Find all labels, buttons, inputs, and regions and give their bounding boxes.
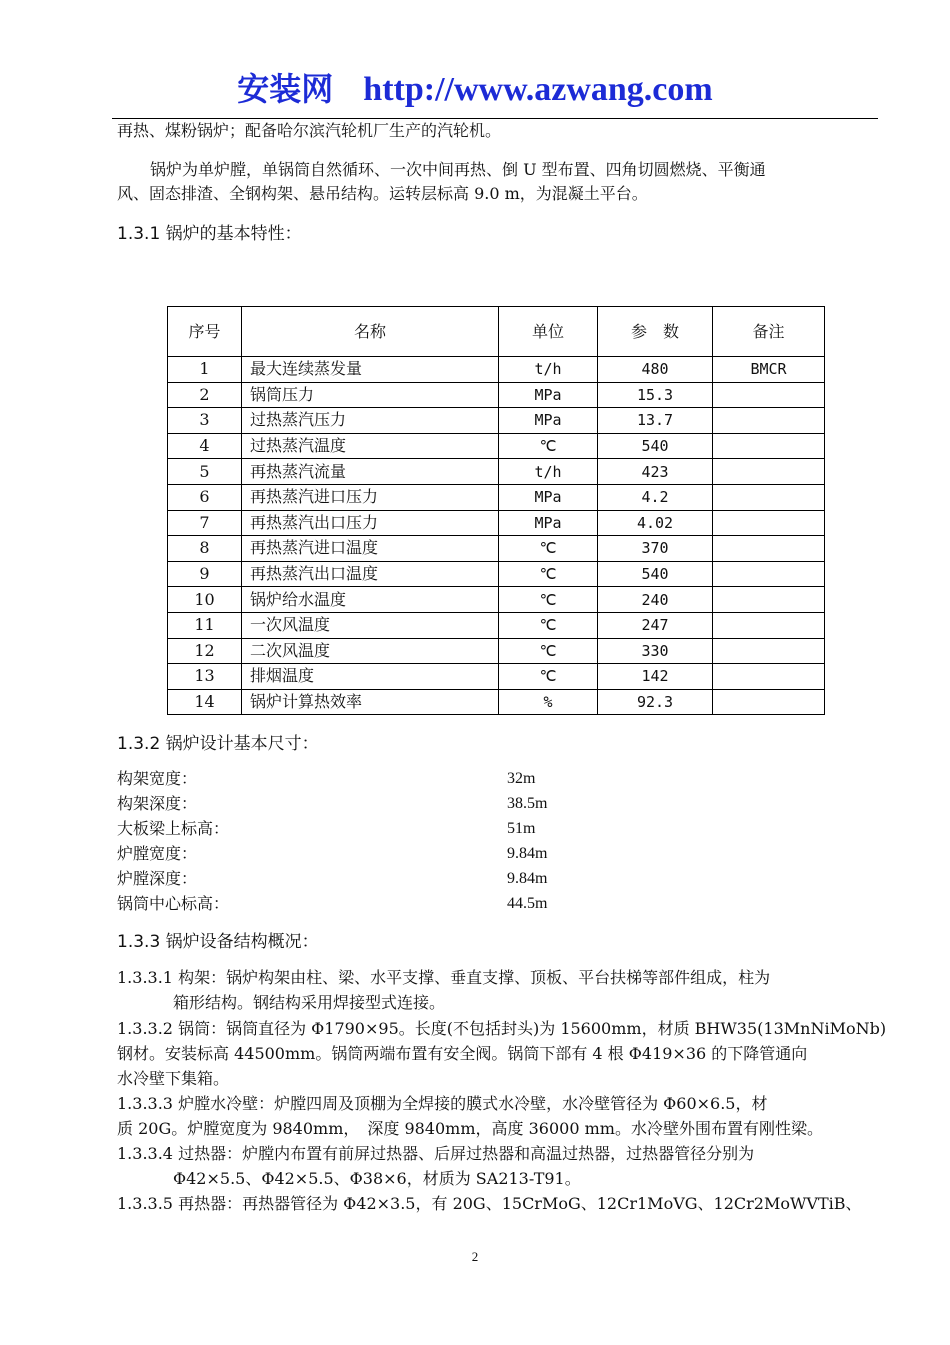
dimension-value: 32m xyxy=(507,770,536,787)
cell-value: 142 xyxy=(598,664,713,690)
para-1335-line-1: 1.3.3.5 再热器：再热器管径为 Φ42×3.5，有 20G、15CrMoG、12Cr1MoVG、12Cr2MoWVTiB、 xyxy=(117,1194,862,1213)
table-row xyxy=(168,382,825,408)
header-remark: 备注 xyxy=(713,307,825,357)
para-1332-line-2: 钢材。安装标高 44500mm。锅筒两端布置有安全阀。锅筒下部有 4 根 Φ419×36 的下降管通向 xyxy=(117,1044,808,1063)
cell-value: 13.7 xyxy=(598,408,713,434)
cell-seq: 8 xyxy=(168,536,242,562)
page-number: 2 xyxy=(471,1249,479,1264)
cell-remark xyxy=(713,382,825,408)
cell-value: 4.02 xyxy=(598,510,713,536)
intro-line-2: 锅炉为单炉膛，单锅筒自然循环、一次中间再热、倒 U 型布置、四角切圆燃烧、平衡通 xyxy=(150,160,766,179)
para-1331-line-2: 箱形结构。钢结构采用焊接型式连接。 xyxy=(173,993,446,1012)
cell-unit: t/h xyxy=(499,459,598,485)
cell-name: 再热蒸汽进口压力 xyxy=(242,484,499,510)
header-name: 名称 xyxy=(242,307,499,357)
cell-remark xyxy=(713,459,825,485)
cell-seq: 2 xyxy=(168,382,242,408)
cell-seq: 9 xyxy=(168,561,242,587)
cell-value: 240 xyxy=(598,587,713,613)
header-value: 参 数 xyxy=(598,307,713,357)
section-131-title: 1.3.1 锅炉的基本特性： xyxy=(117,224,302,244)
cell-value: 370 xyxy=(598,536,713,562)
cell-seq: 1 xyxy=(168,357,242,383)
cell-remark: BMCR xyxy=(713,357,825,383)
table-row xyxy=(168,484,825,510)
cell-unit: MPa xyxy=(499,382,598,408)
para-1333-line-2: 质 20G。炉膛宽度为 9840mm， 深度 9840mm，高度 36000 mm。水冷壁外围布置有刚性梁。 xyxy=(117,1119,823,1138)
cell-name: 再热蒸汽出口压力 xyxy=(242,510,499,536)
cell-unit: ℃ xyxy=(499,638,598,664)
table-row xyxy=(168,510,825,536)
cell-name: 最大连续蒸发量 xyxy=(242,357,499,383)
cell-remark xyxy=(713,510,825,536)
cell-name: 锅筒压力 xyxy=(242,382,499,408)
cell-value: 92.3 xyxy=(598,689,713,715)
cell-name: 一次风温度 xyxy=(242,612,499,638)
header-rule xyxy=(112,118,878,119)
cell-remark xyxy=(713,638,825,664)
cell-unit: ℃ xyxy=(499,433,598,459)
section-132-title: 1.3.2 锅炉设计基本尺寸： xyxy=(117,734,319,754)
cell-value: 247 xyxy=(598,612,713,638)
table-row xyxy=(168,587,825,613)
table-row xyxy=(168,433,825,459)
cell-value: 15.3 xyxy=(598,382,713,408)
intro-line-3: 风、固态排渣、全钢构架、悬吊结构。运转层标高 9.0 m，为混凝土平台。 xyxy=(117,184,648,203)
cell-remark xyxy=(713,536,825,562)
cell-remark xyxy=(713,612,825,638)
para-1332-line-3: 水冷壁下集箱。 xyxy=(117,1069,230,1088)
table-row xyxy=(168,612,825,638)
cell-remark xyxy=(713,689,825,715)
table-header-row xyxy=(168,307,825,357)
table-row xyxy=(168,536,825,562)
cell-name: 二次风温度 xyxy=(242,638,499,664)
site-url[interactable]: http://www.azwang.com xyxy=(363,71,713,108)
cell-name: 再热蒸汽流量 xyxy=(242,459,499,485)
cell-value: 330 xyxy=(598,638,713,664)
cell-remark xyxy=(713,433,825,459)
cell-remark xyxy=(713,408,825,434)
cell-unit: ℃ xyxy=(499,587,598,613)
cell-name: 过热蒸汽压力 xyxy=(242,408,499,434)
cell-value: 540 xyxy=(598,561,713,587)
dimension-value: 9.84m xyxy=(507,845,548,862)
cell-unit: % xyxy=(499,689,598,715)
cell-value: 4.2 xyxy=(598,484,713,510)
cell-value: 480 xyxy=(598,357,713,383)
table-row xyxy=(168,561,825,587)
cell-value: 423 xyxy=(598,459,713,485)
cell-seq: 10 xyxy=(168,587,242,613)
dimension-label: 构架深度： xyxy=(117,794,198,813)
dimension-value: 9.84m xyxy=(507,870,548,887)
cell-name: 过热蒸汽温度 xyxy=(242,433,499,459)
cell-name: 锅炉计算热效率 xyxy=(242,689,499,715)
table-row xyxy=(168,638,825,664)
cell-unit: ℃ xyxy=(499,612,598,638)
dimension-label: 锅筒中心标高： xyxy=(117,894,230,913)
table-row xyxy=(168,664,825,690)
cell-unit: MPa xyxy=(499,510,598,536)
cell-remark xyxy=(713,587,825,613)
header-unit: 单位 xyxy=(499,307,598,357)
header-seq: 序号 xyxy=(168,307,242,357)
cell-unit: ℃ xyxy=(499,664,598,690)
section-133-title: 1.3.3 锅炉设备结构概况： xyxy=(117,932,319,952)
cell-unit: MPa xyxy=(499,484,598,510)
cell-unit: MPa xyxy=(499,408,598,434)
dimension-value: 44.5m xyxy=(507,895,548,912)
dimension-label: 构架宽度： xyxy=(117,769,198,788)
para-1334-line-1: 1.3.3.4 过热器：炉膛内布置有前屏过热器、后屏过热器和高温过热器，过热器管径分别为 xyxy=(117,1144,755,1163)
cell-unit: ℃ xyxy=(499,536,598,562)
cell-seq: 14 xyxy=(168,689,242,715)
cell-unit: t/h xyxy=(499,357,598,383)
para-1333-line-1: 1.3.3.3 炉膛水冷壁：炉膛四周及顶棚为全焊接的膜式水冷壁，水冷壁管径为 Φ60×6.5，材 xyxy=(117,1094,768,1113)
para-1332-line-1: 1.3.3.2 锅筒：锅筒直径为 Φ1790×95。长度(不包括封头)为 15600mm，材质 BHW35(13MnNiMoNb) xyxy=(117,1019,887,1038)
cell-remark xyxy=(713,664,825,690)
table-row xyxy=(168,459,825,485)
cell-remark xyxy=(713,484,825,510)
cell-seq: 13 xyxy=(168,664,242,690)
cell-value: 540 xyxy=(598,433,713,459)
dimension-value: 51m xyxy=(507,820,536,837)
cell-name: 排烟温度 xyxy=(242,664,499,690)
cell-remark xyxy=(713,561,825,587)
intro-line-1: 再热、煤粉锅炉；配备哈尔滨汽轮机厂生产的汽轮机。 xyxy=(117,121,502,140)
para-1334-line-2: Φ42×5.5、Φ42×5.5、Φ38×6，材质为 SA213-T91。 xyxy=(173,1169,581,1188)
dimension-label: 大板梁上标高： xyxy=(117,819,230,838)
page-header xyxy=(0,66,950,113)
spec-table xyxy=(167,306,825,715)
table-row xyxy=(168,408,825,434)
cell-seq: 6 xyxy=(168,484,242,510)
cell-seq: 3 xyxy=(168,408,242,434)
dimension-label: 炉膛深度： xyxy=(117,869,198,888)
para-1331-line-1: 1.3.3.1 构架：锅炉构架由柱、梁、水平支撑、垂直支撑、顶板、平台扶梯等部件组成，柱为 xyxy=(117,968,771,987)
table-row xyxy=(168,689,825,715)
cell-name: 锅炉给水温度 xyxy=(242,587,499,613)
dimension-value: 38.5m xyxy=(507,795,548,812)
cell-seq: 5 xyxy=(168,459,242,485)
cell-name: 再热蒸汽出口温度 xyxy=(242,561,499,587)
cell-seq: 11 xyxy=(168,612,242,638)
cell-seq: 7 xyxy=(168,510,242,536)
cell-seq: 4 xyxy=(168,433,242,459)
dimension-label: 炉膛宽度： xyxy=(117,844,198,863)
cell-name: 再热蒸汽进口温度 xyxy=(242,536,499,562)
cell-seq: 12 xyxy=(168,638,242,664)
table-row xyxy=(168,357,825,383)
site-name: 安装网 xyxy=(237,70,334,108)
cell-unit: ℃ xyxy=(499,561,598,587)
